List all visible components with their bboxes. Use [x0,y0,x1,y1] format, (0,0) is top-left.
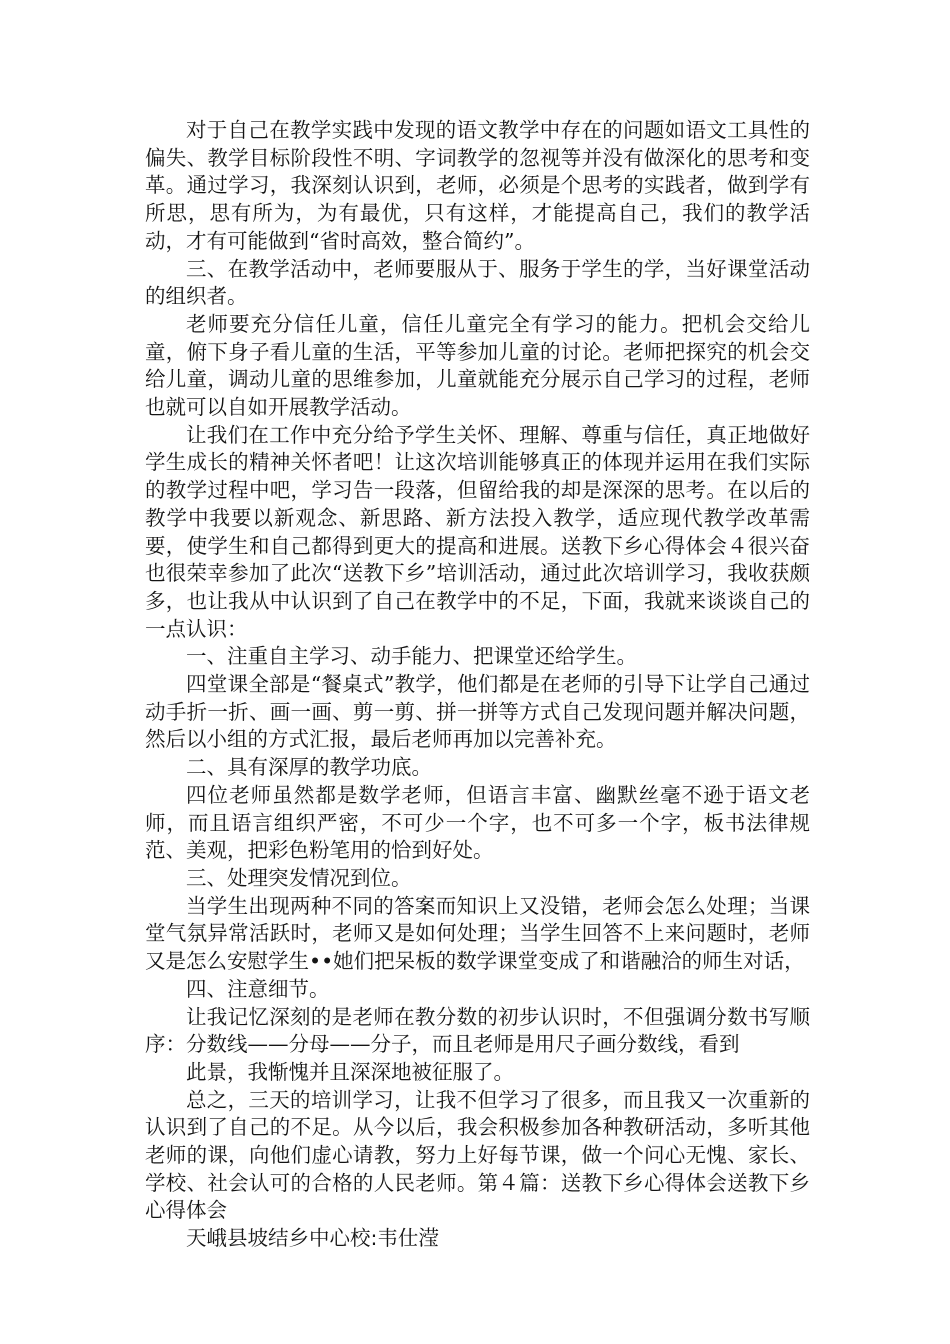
section-heading-3: 三、在教学活动中，老师要服从于、服务于学生的学，当好课堂活动的组织者。 [145,256,810,309]
paragraph-5: 四位老师虽然都是数学老师，但语言丰富、幽默丝毫不逊于语文老师，而且语言组织严密，不可少一个字，也不可多一个字，板书法律规范、美观，把彩色粉笔用的恰到好处。 [145,782,810,863]
paragraph-2: 老师要充分信任儿童，信任儿童完全有学习的能力。把机会交给儿童，俯下身子看儿童的生活，平等参加儿童的讨论。老师把探究的机会交给儿童，调动儿童的思维参加，儿童就能充分展示自己学习的过程，老师也就可以自如开展教学活动。 [145,311,810,420]
point-heading-3: 三、处理突发情况到位。 [186,865,412,890]
paragraph-6: 当学生出现两种不同的答案而知识上又没错，老师会怎么处理；当课堂气氛异常活跃时，老师又是如何处理；当学生回答不上来问题时，老师又是怎么安慰学生••她们把呆板的数学课堂变成了和谐融洽的师生对话， [145,893,810,974]
paragraph-3: 让我们在工作中充分给予学生关怀、理解、尊重与信任，真正地做好学生成长的精神关怀者吧！让这次培训能够真正的体现并运用在我们实际的教学过程中吧，学习告一段落，但留给我的却是深深的思考。在以后的教学中我要以新观念、新思路、新方法投入教学，适应现代教学改革需要，使学生和自己都得到更大的提高和进展。送教下乡心得体会４很兴奋也很荣幸参加了此次“送教下乡”培训活动，通过此次培训学习，我收获颇多，也让我从中认识到了自己在教学中的不足，下面，我就来谈谈自己的一点认识： [145,422,810,641]
point-heading-1: 一、注重自主学习、动手能力、把课堂还给学生。 [186,644,637,669]
paragraph-1: 对于自己在教学实践中发现的语文教学中存在的问题如语文工具性的偏失、教学目标阶段性不明、字词教学的忽视等并没有做深化的思考和变革。通过学习，我深刻认识到，老师，必须是个思考的实践者，做到学有所思，思有所为，为有最优，只有这样，才能提高自己，我们的教学活动，才有可能做到“省时高效，整合简约”。 [145,118,810,253]
author-signature: 天峨县坡结乡中心校:韦仕滢 [186,1226,439,1251]
paragraph-8: 此景，我惭愧并且深深地被征服了。 [186,1059,514,1084]
paragraph-4: 四堂课全部是“餐桌式”教学，他们都是在老师的引导下让学自己通过动手折一折、画一画、剪一剪、拼一拼等方式自己发现问题并解决问题，然后以小组的方式汇报，最后老师再加以完善补充。 [145,672,810,752]
paragraph-9: 总之，三天的培训学习，让我不但学习了很多，而且我又一次重新的认识到了自己的不足。从今以后，我会积极参加各种教研活动，多听其他老师的课，向他们虚心请教，努力上好每节课，做一个问心无愧、家长、学校、社会认可的合格的人民老师。第４篇：送教下乡心得体会送教下乡心得体会 [145,1087,810,1223]
paragraph-7: 让我记忆深刻的是老师在教分数的初步认识时，不但强调分数书写顺序：分数线——分母——分子，而且老师是用尺子画分数线，看到 [145,1004,810,1057]
document-page [145,117,810,1253]
point-heading-2: 二、具有深厚的教学功底。 [186,755,432,780]
point-heading-4: 四、注意细节。 [186,976,330,1001]
